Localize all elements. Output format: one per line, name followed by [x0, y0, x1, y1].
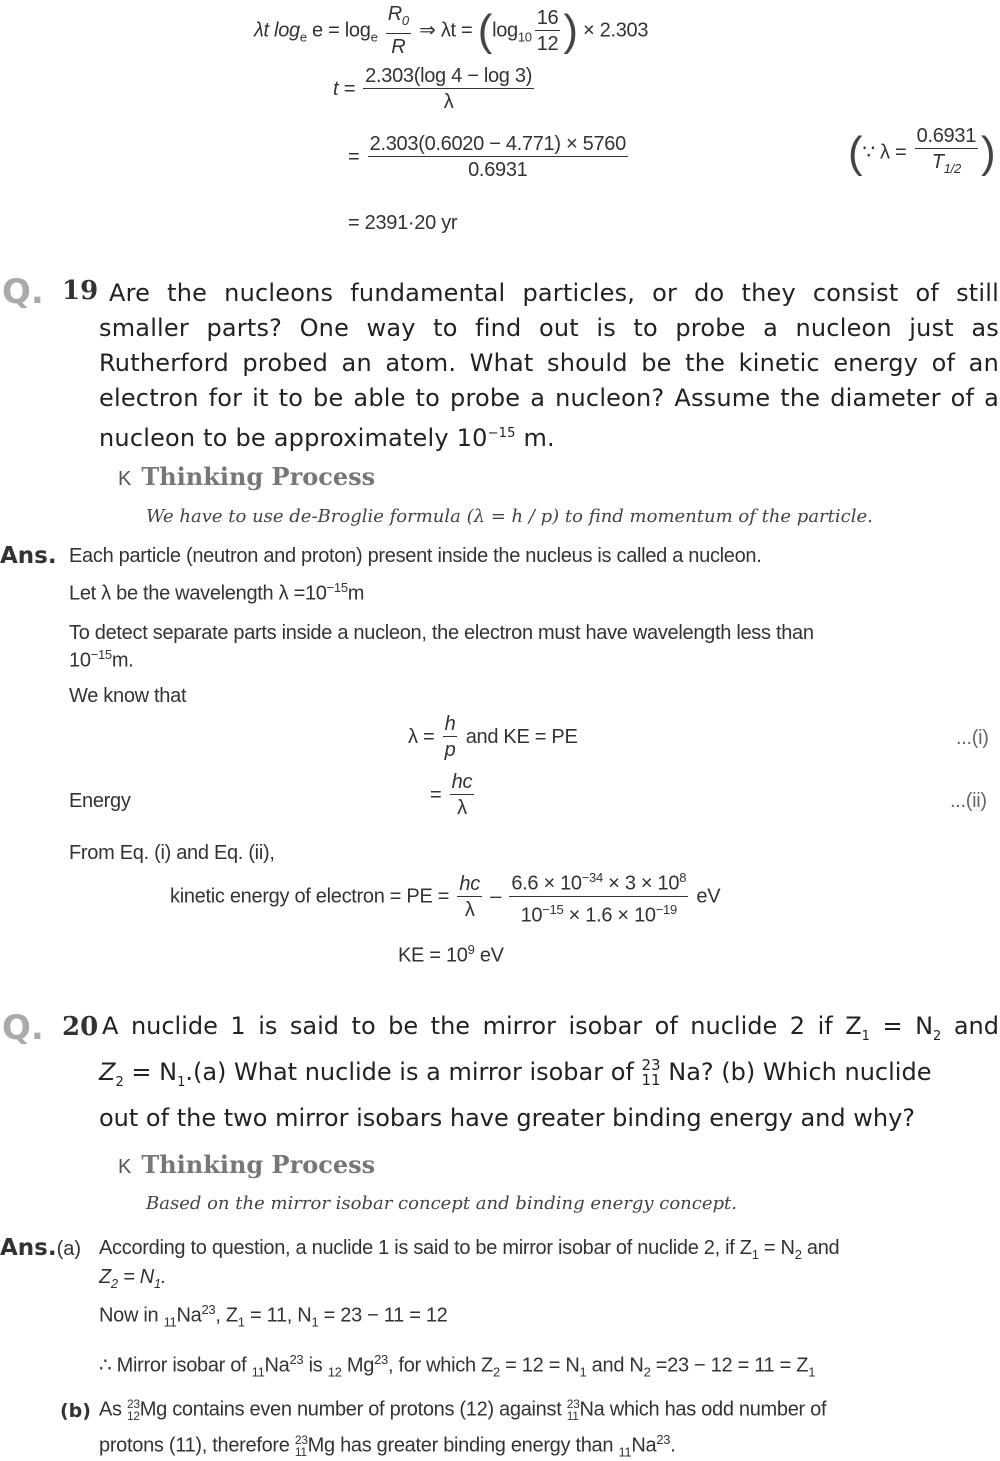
text: = N — [758, 1237, 795, 1259]
equation-line-4: = 2391·20 yr — [348, 212, 458, 234]
denominator: R — [391, 36, 406, 58]
text: . — [670, 1434, 676, 1457]
text: Mg has greater binding energy than — [307, 1434, 619, 1457]
denominator: λ — [457, 797, 467, 819]
mass-number: 23 — [127, 1397, 140, 1411]
exponent: −15 — [326, 580, 348, 595]
eq-text: = — [430, 783, 442, 806]
subscript: 2 — [115, 1074, 124, 1090]
paren: ) — [563, 6, 578, 55]
text: Na — [176, 1304, 202, 1327]
mass-number: 23 — [641, 1056, 661, 1074]
text: and — [941, 1012, 1000, 1040]
subscript: 1 — [177, 1074, 186, 1090]
atomic-number: 11 — [641, 1071, 661, 1089]
eq-sub: e — [299, 29, 307, 45]
answer-label: Ans. — [0, 543, 57, 569]
mass-number: 23 — [566, 1397, 580, 1411]
eq-text: eV — [474, 944, 504, 967]
eq-text: ⇒ λt = — [419, 19, 473, 42]
fraction — [368, 132, 628, 183]
heading-text: Thinking Process — [141, 462, 376, 491]
key-icon: K — [118, 468, 132, 490]
eq-text: – — [490, 885, 502, 908]
numerator: 2.303(log 4 − log 3) — [365, 65, 533, 87]
text: = N — [869, 1012, 934, 1040]
answer-line — [99, 1302, 448, 1330]
text: A nuclide 1 is said to be the mirror isobar of nuclide 2 if Z — [102, 1012, 862, 1040]
denominator: 10 — [520, 904, 543, 927]
answer-line: Each particle (neutron and proton) present inside the nucleus is called a nucleon. — [69, 545, 762, 567]
eq-text: e = log — [306, 19, 371, 42]
numerator: 2.303(0.6020 − 4.771) × 5760 — [369, 133, 626, 155]
eq-sub: 0 — [401, 13, 409, 28]
fraction — [535, 6, 561, 57]
subscript: 11 — [163, 1314, 177, 1330]
denominator: 0.6931 — [468, 159, 528, 181]
thinking-process-desc: We have to use de-Broglie formula (λ = h / p) to find momentum of the particle. — [146, 506, 873, 527]
thinking-process-heading — [118, 462, 375, 491]
question-body: Are the nucleons fundamental particles, or do they consist of still smaller parts? One way to find out is to probe a nucleon just as Rutherford probed an atom. What should be the kinetic energy of an electron for it to be able to probe a nucleon? Assume the diameter of a nucleon to be approximately 10 — [99, 279, 999, 452]
unit: m. — [515, 424, 555, 452]
question-text — [99, 276, 999, 456]
energy-label: Energy — [69, 790, 131, 812]
subscript: 11 — [618, 1444, 632, 1460]
equation-line-3 — [348, 132, 631, 183]
heading-text: Thinking Process — [141, 1150, 376, 1179]
text: Na which has odd number of — [579, 1398, 827, 1421]
lambda-note — [848, 124, 995, 182]
eq-text: ∵ λ = — [862, 141, 907, 164]
atomic-number: 12 — [127, 1409, 140, 1423]
eq-sub: e — [370, 29, 378, 45]
answer-line — [99, 1352, 815, 1380]
eq-text: t = — [333, 77, 355, 100]
fraction — [363, 64, 534, 115]
subscript: 1 — [237, 1314, 245, 1330]
question-line — [102, 1012, 999, 1044]
eq-text: kinetic energy of electron = PE = — [170, 885, 450, 908]
exponent: −15 — [542, 901, 564, 917]
eq-text: log — [492, 19, 518, 42]
exponent: −34 — [581, 870, 603, 885]
eq-text: λ = — [408, 725, 435, 748]
text: According to question, a nuclide 1 is said to be mirror isobar of nuclide 2, if Z — [99, 1237, 752, 1259]
numerator: R — [387, 3, 402, 25]
fraction — [509, 866, 688, 928]
subscript: 2 — [643, 1364, 651, 1380]
text: . — [160, 1266, 167, 1288]
superscript: 23 — [201, 1302, 216, 1317]
equation-line-1 — [254, 2, 648, 60]
mass-number: 23 — [294, 1433, 308, 1448]
text: Let λ be the wavelength λ =10 — [69, 582, 327, 605]
text: m — [347, 582, 365, 605]
exponent: −19 — [655, 901, 677, 917]
answer-line — [69, 580, 364, 606]
thinking-process-desc: Based on the mirror isobar concept and binding energy concept. — [146, 1193, 737, 1214]
isotope-notation — [127, 1398, 140, 1422]
part-label: (b) — [60, 1400, 91, 1422]
denominator: λ — [464, 898, 475, 921]
equation-tag: ...(i) — [956, 727, 989, 749]
subscript: 11 — [251, 1364, 265, 1380]
eq-text: eV — [696, 885, 721, 908]
answer-line — [99, 1432, 675, 1460]
eq-text: and KE = PE — [465, 725, 578, 748]
question-line: out of the two mirror isobars have greater binding energy and why? — [99, 1104, 916, 1132]
subscript: 2 — [933, 1028, 942, 1044]
text: = N — [123, 1058, 178, 1086]
isotope-notation — [642, 1058, 661, 1088]
text: 10 — [69, 649, 91, 672]
equation-line-2 — [333, 64, 537, 115]
exponent: 9 — [467, 942, 475, 957]
text: = 12 = N — [499, 1354, 580, 1377]
text: ∴ Mirror isobar of — [99, 1354, 252, 1377]
isotope-notation — [567, 1398, 580, 1422]
text: = 23 − 11 = 12 — [318, 1304, 448, 1327]
subscript: 2 — [492, 1364, 500, 1380]
isotope-notation — [295, 1434, 308, 1458]
eq-text: = — [348, 145, 360, 168]
subscript: 12 — [327, 1364, 342, 1380]
numerator: hc — [451, 771, 473, 793]
text: Z — [99, 1058, 116, 1086]
answer-line: We know that — [69, 685, 187, 707]
numerator: 16 — [536, 6, 559, 29]
text: and N — [586, 1354, 644, 1377]
subscript: 1 — [153, 1276, 161, 1291]
paren: ( — [848, 128, 863, 177]
text: , for which Z — [387, 1354, 493, 1377]
superscript: 23 — [289, 1352, 304, 1367]
eq-sub: 1/2 — [943, 161, 961, 176]
ans-text: Ans. — [0, 1235, 57, 1261]
answer-label — [0, 1235, 81, 1261]
text: , Z — [215, 1304, 238, 1327]
key-icon: K — [118, 1156, 132, 1178]
text: .(a) What nuclide is a mirror isobar of — [185, 1058, 642, 1086]
question-number: 20 — [62, 1012, 99, 1042]
text: protons (11), therefore — [99, 1434, 295, 1457]
superscript: 23 — [656, 1432, 671, 1447]
denominator: × 1.6 × 10 — [563, 904, 656, 927]
exponent: −15 — [90, 647, 112, 662]
denominator: p — [444, 739, 456, 761]
answer-line: From Eq. (i) and Eq. (ii), — [69, 842, 275, 864]
ke-result — [398, 942, 504, 968]
atomic-number: 11 — [294, 1445, 307, 1460]
fraction — [443, 712, 458, 763]
eq-text: λt log — [254, 19, 300, 42]
answer-line: To detect separate parts inside a nucleon, the electron must have wavelength less than — [69, 622, 814, 644]
answer-line — [99, 1398, 826, 1422]
subscript: 1 — [311, 1314, 319, 1330]
eq-text: × 2.303 — [583, 19, 649, 42]
text: Mg contains even number of protons (12) against — [139, 1398, 567, 1421]
denominator: λ — [443, 91, 454, 113]
fraction — [457, 872, 482, 923]
thinking-process-heading — [118, 1150, 375, 1179]
subscript: 1 — [751, 1247, 759, 1262]
equation-tag: ...(ii) — [950, 790, 987, 812]
text: = 11, N — [244, 1304, 312, 1327]
answer-line — [99, 1266, 166, 1291]
question-line — [99, 1058, 931, 1090]
question-number: 19 — [62, 276, 99, 306]
text: Na — [631, 1434, 657, 1457]
text: is — [303, 1354, 328, 1377]
fraction — [450, 770, 475, 821]
denominator: 12 — [536, 32, 559, 55]
subscript: 2 — [110, 1276, 118, 1291]
eq-sub: 10 — [517, 29, 532, 45]
numerator: h — [444, 713, 456, 735]
equation-ii — [430, 770, 477, 821]
text: Mg — [341, 1354, 375, 1377]
text: =23 − 12 = 11 = Z — [650, 1354, 809, 1377]
paren: ) — [981, 128, 996, 177]
exponent: −15 — [487, 426, 516, 441]
subscript: 1 — [579, 1364, 587, 1380]
text: Z — [99, 1266, 111, 1288]
exponent: 8 — [679, 870, 687, 885]
equation-i — [408, 712, 577, 763]
eq-text: KE = 10 — [398, 944, 468, 967]
part-label: (a) — [56, 1238, 82, 1260]
text: m. — [111, 649, 134, 672]
subscript: 1 — [861, 1028, 870, 1044]
text: Na? (b) Which nuclide — [660, 1058, 932, 1086]
question-icon: Q. — [2, 1008, 44, 1048]
paren: ( — [477, 6, 493, 55]
subscript: 1 — [808, 1364, 816, 1380]
text: Now in — [99, 1304, 164, 1327]
numerator: 0.6931 — [916, 125, 977, 147]
text: = N — [117, 1266, 154, 1288]
fraction — [386, 2, 411, 60]
text: Na — [264, 1354, 290, 1377]
fraction — [915, 124, 978, 182]
numerator: × 3 × 10 — [602, 872, 680, 895]
atomic-number: 11 — [566, 1409, 579, 1423]
subscript: 2 — [794, 1247, 802, 1262]
denominator: T — [931, 151, 944, 173]
answer-line — [99, 1237, 839, 1262]
answer-line — [69, 647, 133, 673]
numerator: 6.6 × 10 — [511, 872, 582, 895]
ke-equation — [170, 866, 720, 928]
question-icon: Q. — [2, 272, 44, 312]
superscript: 23 — [374, 1352, 388, 1367]
text: and — [801, 1237, 840, 1259]
text: As — [99, 1398, 127, 1421]
numerator: hc — [459, 872, 480, 895]
